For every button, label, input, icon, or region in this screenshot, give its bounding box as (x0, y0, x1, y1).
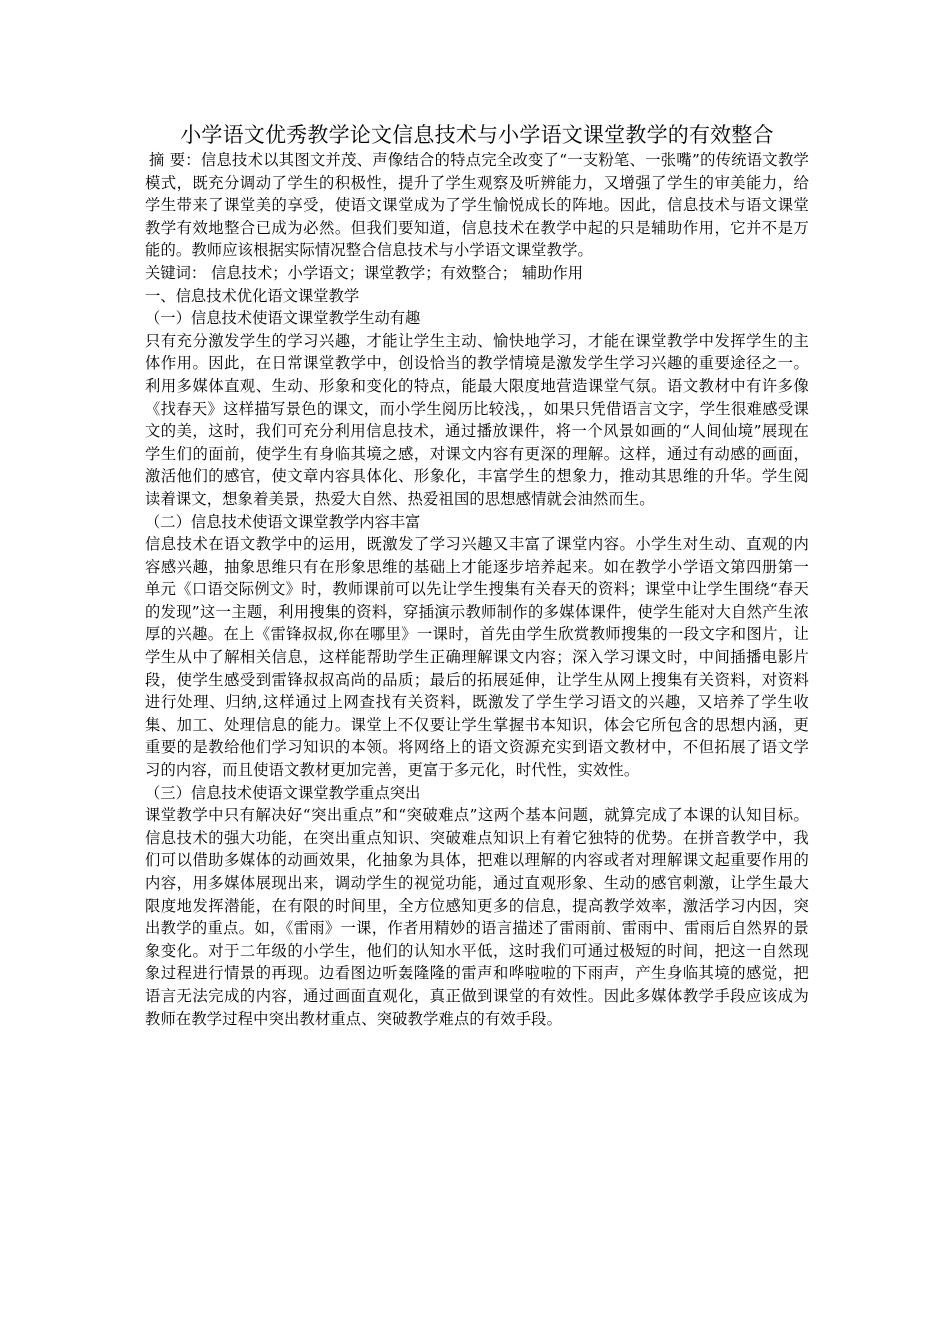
abstract-label: 摘 要： (149, 151, 201, 169)
page-title: 小学语文优秀教学论文信息技术与小学语文课堂教学的有效整合 (180, 123, 774, 147)
section-heading-1: 一、信息技术优化语文课堂教学 (145, 286, 360, 305)
subsection-heading-3: （三）信息技术使语文课堂教学重点突出 (145, 783, 421, 802)
keywords-line: 关键词： 信息技术；小学语文；课堂教学；有效整合； 辅助作用 (145, 263, 584, 282)
subsection-heading-1: （一）信息技术使语文课堂教学生动有趣 (145, 309, 421, 328)
subsection-body-2: 信息技术在语文教学中的运用，既激发了学习兴趣又丰富了课堂内容。小学生对生动、直观的内容感兴趣，抽象思维只有在形象思维的基础上才能逐步培养起来。如在教学小学语文第四册第一单元《口语交际例文》时，教师课前可以先让学生搜集有关春天的资料；课堂中让学生围绕“春天的发现”这一主题，利用搜集的资料，穿插演示教师制作的多媒体课件，使学生能对大自然产生浓厚的兴趣。在上《雷锋叔叔,你在哪里》一课时，首先由学生欣赏教师搜集的一段文字和图片，让学生从中了解相关信息，这样能帮助学生正确理解课文内容；深入学习课文时，中间插播电影片段，使学生感受到雷锋叔叔高尚的品质；最后的拓展延伸，让学生从网上搜集有关资料，对资料进行处理、归纳,这样通过上网查找有关资料，既激发了学生学习语文的兴趣，又培养了学生收集、加工、处理信息的能力。课堂上不仅要让学生掌握书本知识，体会它所包含的思想内涵，更重要的是教给他们学习知识的本领。将网络上的语文资源充实到语文教材中，不但拓展了语文学习的内容，而且使语文教材更加完善，更富于多元化，时代性，实效性。 (145, 535, 809, 780)
abstract-paragraph (145, 149, 809, 262)
document-page (145, 121, 809, 1030)
subsection-body-1: 只有充分激发学生的学习兴趣，才能让学生主动、愉快地学习，才能在课堂教学中发挥学生的主体作用。因此，在日常课堂教学中，创设恰当的教学情境是激发学生学习兴趣的重要途径之一。利用多媒体直观、生动、形象和变化的特点，能最大限度地营造课堂气氛。语文教材中有许多像《找春天》这样描写景色的课文，而小学生阅历比较浅，，如果只凭借语言文字，学生很难感受课文的美，这时，我们可充分利用信息技术，通过播放课件，将一个风景如画的“人间仙境”展现在学生们的面前，使学生有身临其境之感，对课文内容有更深的理解。这样，通过有动感的画面，激活他们的感官，使文章内容具体化、形象化，丰富学生的想象力，推动其思维的升华。学生阅读着课文，想象着美景，热爱大自然、热爱祖国的思想感情就会油然而生。 (145, 331, 809, 508)
subsection-heading-2: （二）信息技术使语文课堂教学内容丰富 (145, 512, 421, 531)
abstract-text: 信息技术以其图文并茂、声像结合的特点完全改变了“一支粉笔、一张嘴”的传统语文教学模式，既充分调动了学生的积极性，提升了学生观察及听辨能力，又增强了学生的审美能力，给学生带来了课堂美的享受，使语文课堂成为了学生愉悦成长的阵地。因此，信息技术与语文课堂教学有效地整合已成为必然。但我们要知道，信息技术在教学中起的只是辅助作用，它并不是万能的。教师应该根据实际情况整合信息技术与小学语文课堂教学。 (145, 151, 809, 260)
subsection-body-3: 课堂教学中只有解决好“突出重点”和“突破难点”这两个基本问题，就算完成了本课的认知目标。信息技术的强大功能，在突出重点知识、突破难点知识上有着它独特的优势。在拼音教学中，我们可以借助多媒体的动画效果，化抽象为具体，把难以理解的内容或者对理解课文起重要作用的内容，用多媒体展现出来，调动学生的视觉功能，通过直观形象、生动的感官刺激，让学生最大限度地发挥潜能，在有限的时间里，全方位感知更多的信息，提高教学效率，激活学习内因，突出教学的重点。如，《雷雨》一课，作者用精妙的语言描述了雷雨前、雷雨中、雷雨后自然界的景象变化。对于二年级的小学生，他们的认知水平低，这时我们可通过极短的时间，把这一自然现象过程进行情景的再现。边看图边听轰隆隆的雷声和哗啦啦的下雨声，产生身临其境的感觉，把语言无法完成的内容，通过画面直观化，真正做到课堂的有效性。因此多媒体教学手段应该成为教师在教学过程中突出教材重点、突破教学难点的有效手段。 (145, 806, 809, 1028)
